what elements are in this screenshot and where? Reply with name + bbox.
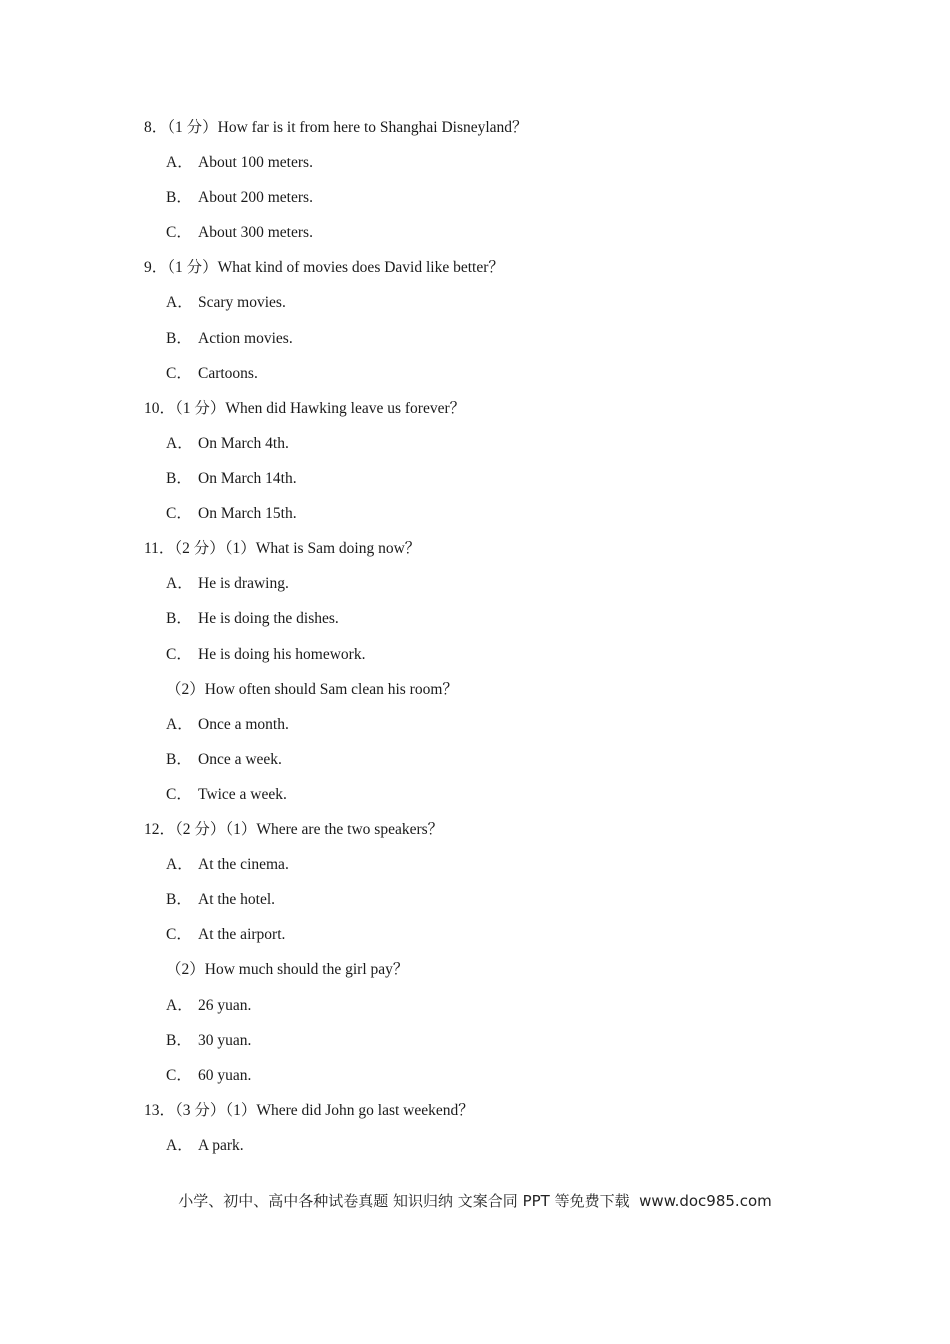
footer-text: 小学、初中、高中各种试卷真题 知识归纳 文案合同 PPT 等免费下载 <box>178 1192 630 1210</box>
question-11-sub-stem: （2）How often should Sam clean his room？ <box>166 681 458 698</box>
question-12-sub-option-c: C． 60 yuan. <box>166 1067 252 1084</box>
footer-url[interactable]: www.doc985.com <box>639 1192 772 1210</box>
question-8-option-a: A． About 100 meters. <box>166 154 313 171</box>
page-footer <box>0 1190 950 1212</box>
question-10-option-c: C． On March 15th. <box>166 505 297 522</box>
question-9-option-b: B． Action movies. <box>166 330 293 347</box>
question-9-option-a: A． Scary movies. <box>166 294 286 311</box>
question-12-sub-stem: （2）How much should the girl pay？ <box>166 961 409 978</box>
question-12-option-a: A． At the cinema. <box>166 856 289 873</box>
question-8-stem: 8．（1 分）How far is it from here to Shanghai Disneyland？ <box>144 119 528 136</box>
question-12-sub-option-b: B． 30 yuan. <box>166 1032 252 1049</box>
question-11-sub-option-b: B． Once a week. <box>166 751 282 768</box>
question-10-option-a: A． On March 4th. <box>166 435 289 452</box>
question-8-option-c: C． About 300 meters. <box>166 224 313 241</box>
question-11-stem: 11．（2 分）（1）What is Sam doing now？ <box>144 540 421 557</box>
question-12-option-b: B． At the hotel. <box>166 891 276 908</box>
question-12-sub-option-a: A． 26 yuan. <box>166 997 252 1014</box>
question-11-sub-option-a: A． Once a month. <box>166 716 289 733</box>
question-13-stem: 13．（3 分）（1）Where did John go last weekend？ <box>144 1102 474 1119</box>
question-9-option-c: C． Cartoons. <box>166 365 258 382</box>
question-11-option-b: B． He is doing the dishes. <box>166 610 339 627</box>
question-9-stem: 9．（1 分）What kind of movies does David like better？ <box>144 259 504 276</box>
question-12-option-c: C． At the airport. <box>166 926 286 943</box>
question-11-option-c: C． He is doing his homework. <box>166 646 366 663</box>
question-10-stem: 10．（1 分）When did Hawking leave us forever？ <box>144 400 466 417</box>
question-12-stem: 12．（2 分）（1）Where are the two speakers？ <box>144 821 444 838</box>
question-13-option-a: A． A park. <box>166 1137 244 1154</box>
question-10-option-b: B． On March 14th. <box>166 470 297 487</box>
question-8-option-b: B． About 200 meters. <box>166 189 313 206</box>
question-11-sub-option-c: C． Twice a week. <box>166 786 287 803</box>
question-11-option-a: A． He is drawing. <box>166 575 289 592</box>
